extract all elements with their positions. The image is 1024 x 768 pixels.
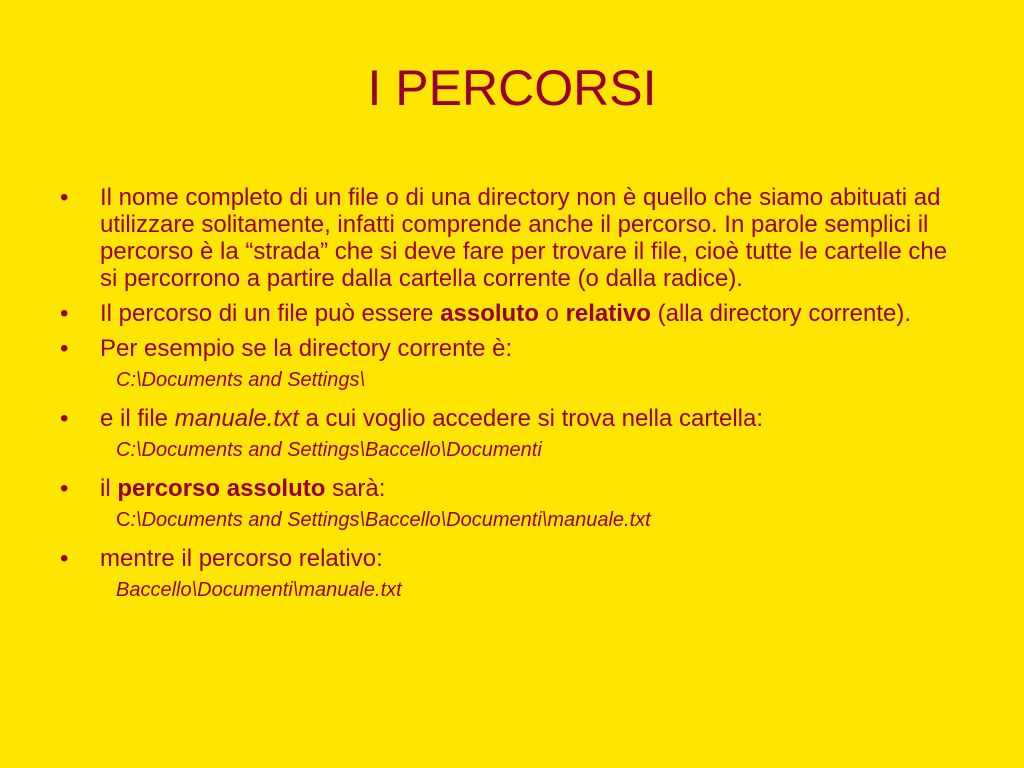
bullet-text: e il file — [100, 405, 175, 432]
file-name: manuale.txt — [174, 405, 299, 432]
bullet-text: Il nome completo di un file o di una directory non è quello che siamo abituati ad utilizzare solitamente, infatti comprende anche il percorso. In parole semplici il percorso è la “strada” che si deve fare per trovare il file, cioè tutte le cartelle che si percorrono a partire dalla cartella corrente (o dalla radice). — [100, 184, 948, 292]
bold-term-absolute-path: percorso assoluto — [117, 475, 326, 502]
bold-term-absolute: assoluto — [440, 300, 539, 327]
path-relative: Baccello\Documenti\manuale.txt — [116, 579, 402, 601]
bullet-mark: • — [60, 300, 69, 327]
bullet-absolute-path — [58, 475, 968, 502]
bullet-text: Per esempio se la directory corrente è: — [100, 335, 513, 362]
path-current-directory: C:\Documents and Settings\ — [116, 369, 366, 391]
bullet-text: sarà: — [325, 475, 386, 502]
bullet-mark: • — [60, 405, 69, 432]
bullet-target-file — [58, 405, 968, 432]
bullet-mark: • — [60, 335, 69, 362]
path-target-folder: C:\Documents and Settings\Baccello\Documenti — [116, 439, 542, 461]
path-rest: :\Documents and Settings\Baccello\Documenti\manuale.txt — [130, 509, 651, 531]
slide-title: I PERCORSI — [367, 60, 657, 116]
bullet-text: a cui voglio accedere si trova nella cartella: — [298, 405, 764, 432]
bullet-text: Il percorso di un file può essere — [100, 300, 441, 327]
bullet-text: il — [100, 475, 118, 502]
bullet-full-name — [58, 184, 968, 292]
path-drive-letter: C — [116, 509, 131, 531]
bullet-text: o — [538, 300, 566, 327]
bold-term-relative: relativo — [565, 300, 651, 327]
bullet-absolute-relative — [58, 300, 968, 327]
bullet-mark: • — [60, 184, 69, 211]
bullet-mark: • — [60, 475, 69, 502]
bullet-text: (alla directory corrente). — [650, 300, 912, 327]
bullet-mark: • — [60, 545, 69, 572]
bullet-text: mentre il percorso relativo: — [100, 545, 383, 572]
slide-body — [58, 184, 968, 615]
bullet-relative-path — [58, 545, 968, 572]
bullet-current-directory — [58, 335, 968, 362]
path-absolute — [58, 508, 968, 532]
